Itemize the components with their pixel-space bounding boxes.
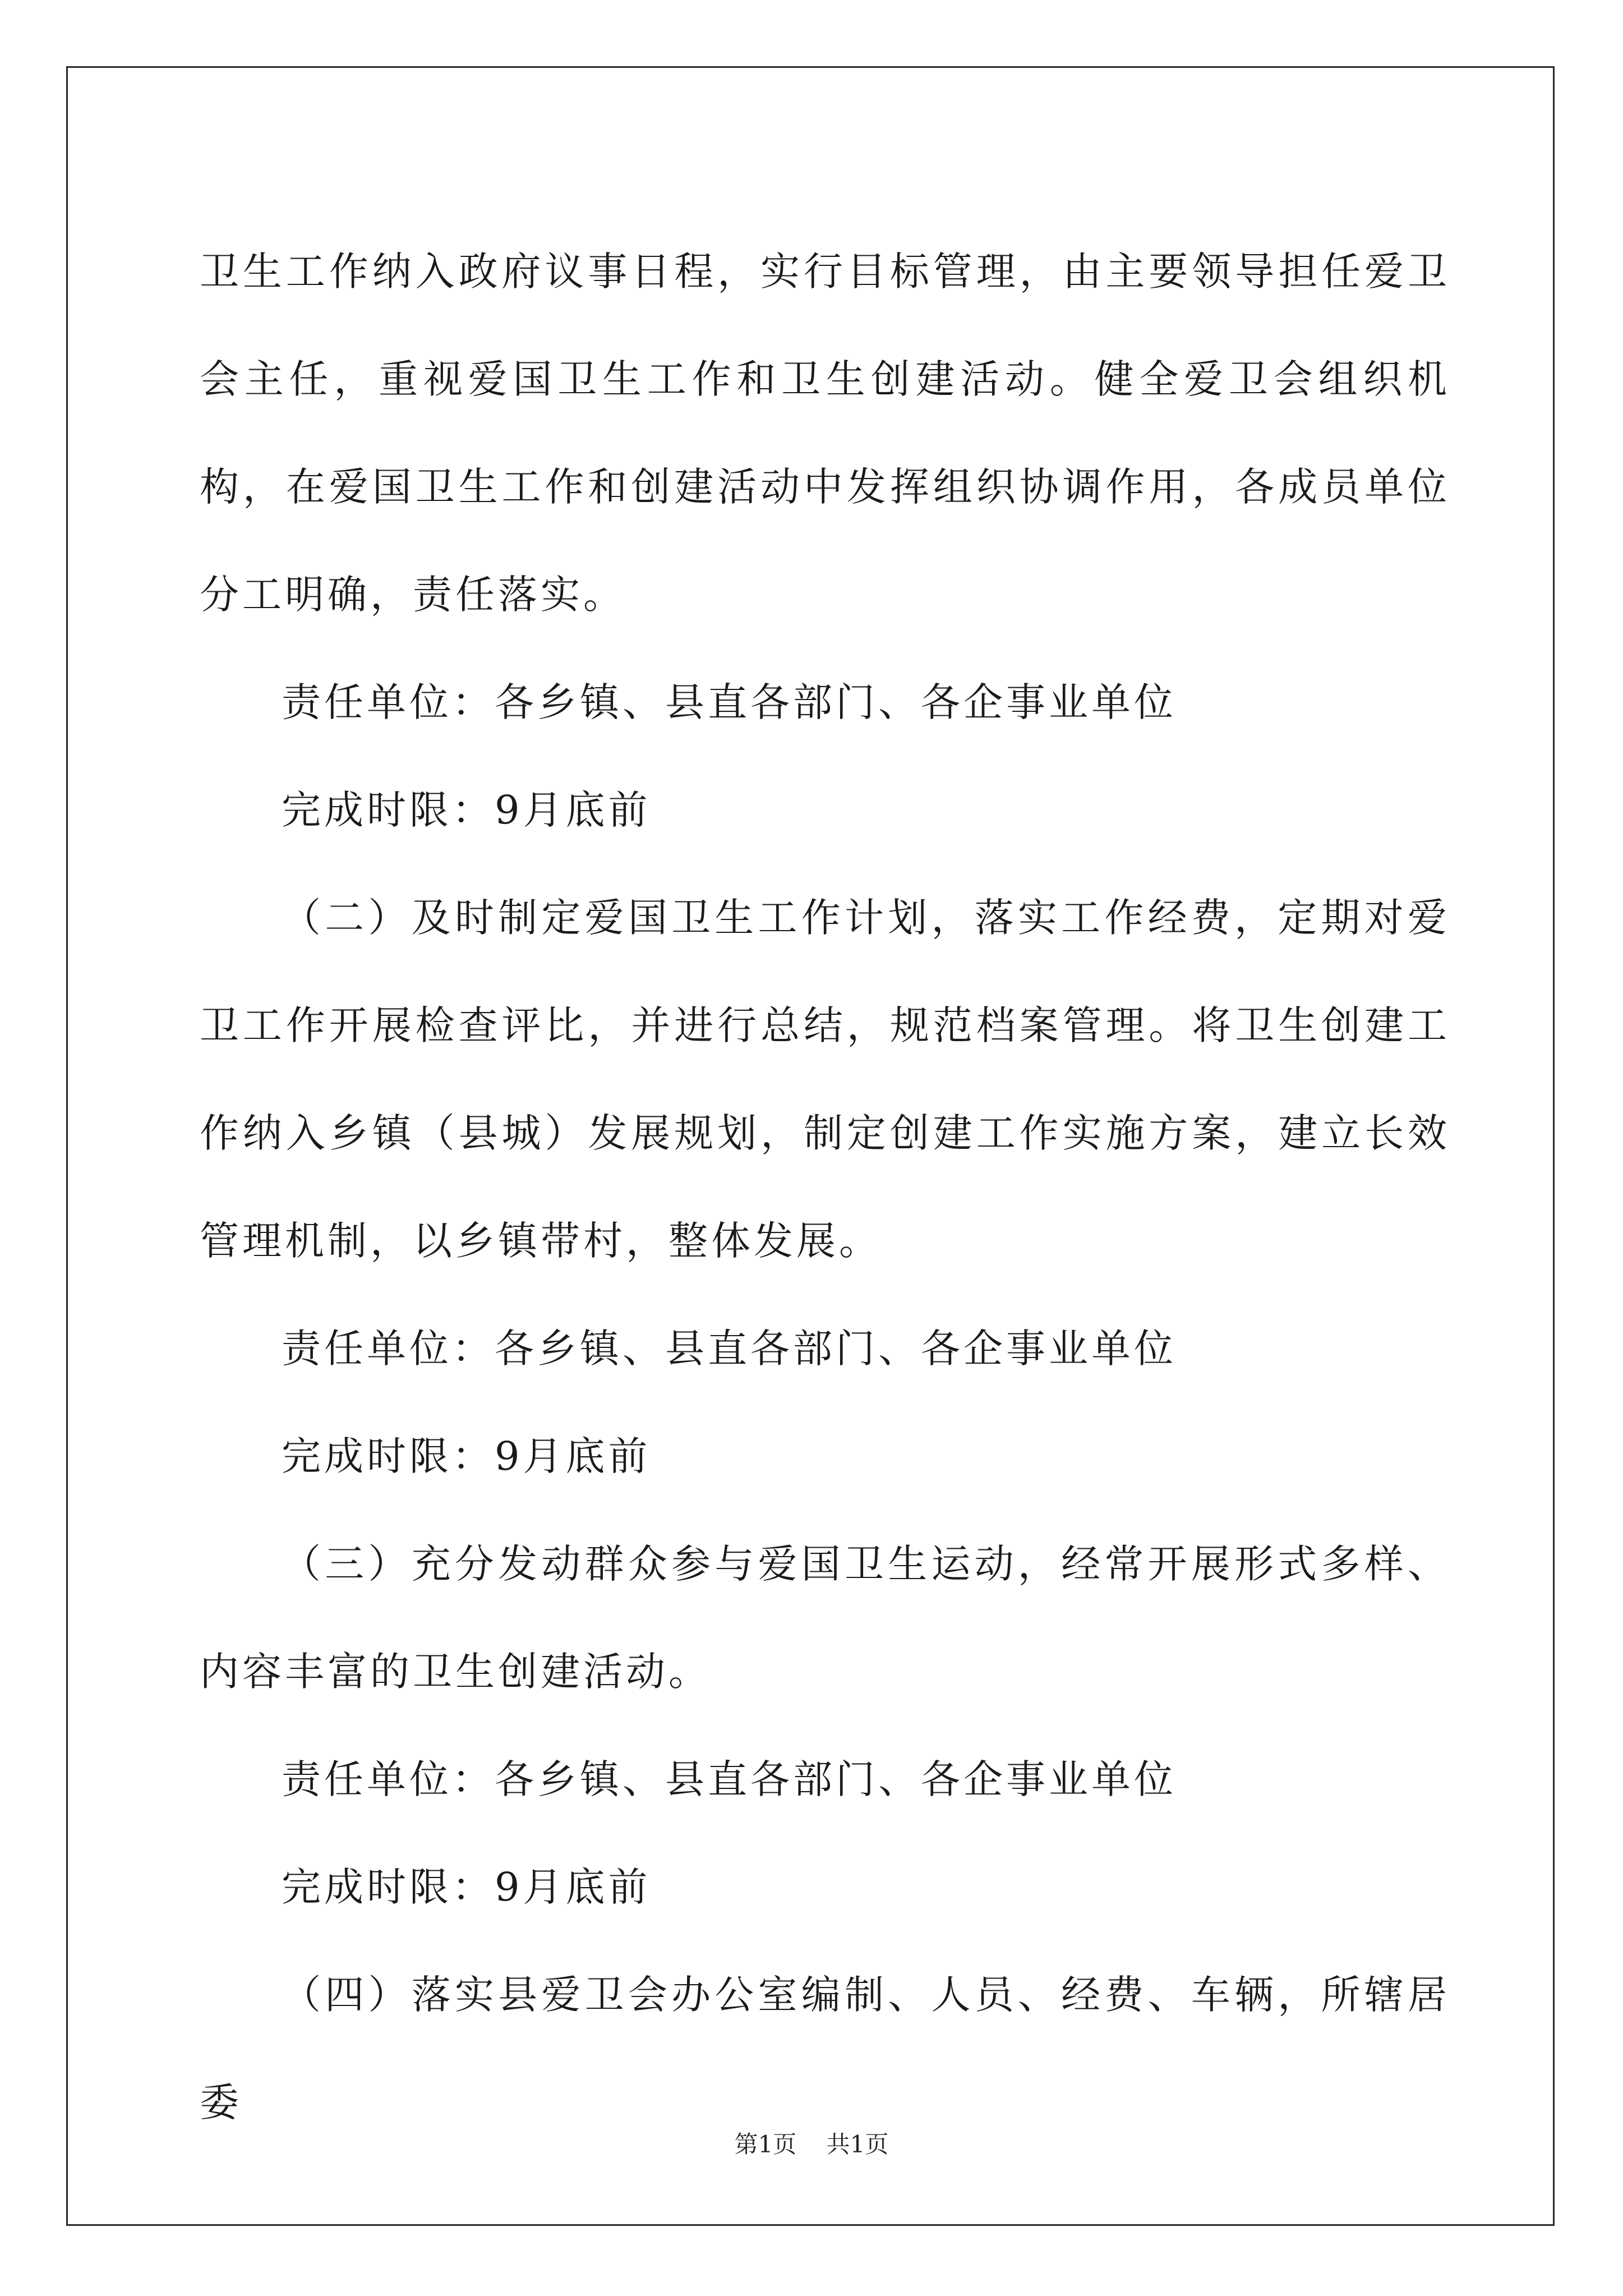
paragraph: （三）充分发动群众参与爱国卫生运动，经常开展形式多样、内容丰富的卫生创建活动。 — [200, 1541, 1450, 1695]
paragraph: （二）及时制定爱国卫生工作计划，落实工作经费，定期对爱卫工作开展检查评比，并进行总结，规范档案管理。将卫生创建工作纳入乡镇（县城）发展规划，制定创建工作实施方案，建立长效管理机制，以乡镇带村，整体发展。 — [200, 895, 1450, 1264]
responsible-unit-line: 责任单位：各乡镇、县直各部门、各企事业单位 — [282, 1326, 1177, 1372]
paragraph: （四）落实县爱卫会办公室编制、人员、经费、车辆，所辖居委 — [200, 1972, 1450, 2125]
document-body — [200, 218, 1450, 2156]
page-footer — [0, 2126, 1623, 2160]
deadline-line: 完成时限：9月底前 — [282, 787, 651, 833]
responsible-unit-line: 责任单位：各乡镇、县直各部门、各企事业单位 — [282, 1756, 1177, 1802]
page-number: 第1页 — [734, 2131, 797, 2158]
deadline-line: 完成时限：9月底前 — [282, 1433, 651, 1479]
responsible-unit-line: 责任单位：各乡镇、县直各部门、各企事业单位 — [282, 679, 1177, 725]
paragraph: 卫生工作纳入政府议事日程，实行目标管理，由主要领导担任爱卫会主任，重视爱国卫生工作和卫生创建活动。健全爱卫会组织机构，在爱国卫生工作和创建活动中发挥组织协调作用，各成员单位分工明确，责任落实。 — [200, 249, 1450, 618]
deadline-line: 完成时限：9月底前 — [282, 1864, 651, 1910]
page-total: 共1页 — [826, 2131, 889, 2158]
